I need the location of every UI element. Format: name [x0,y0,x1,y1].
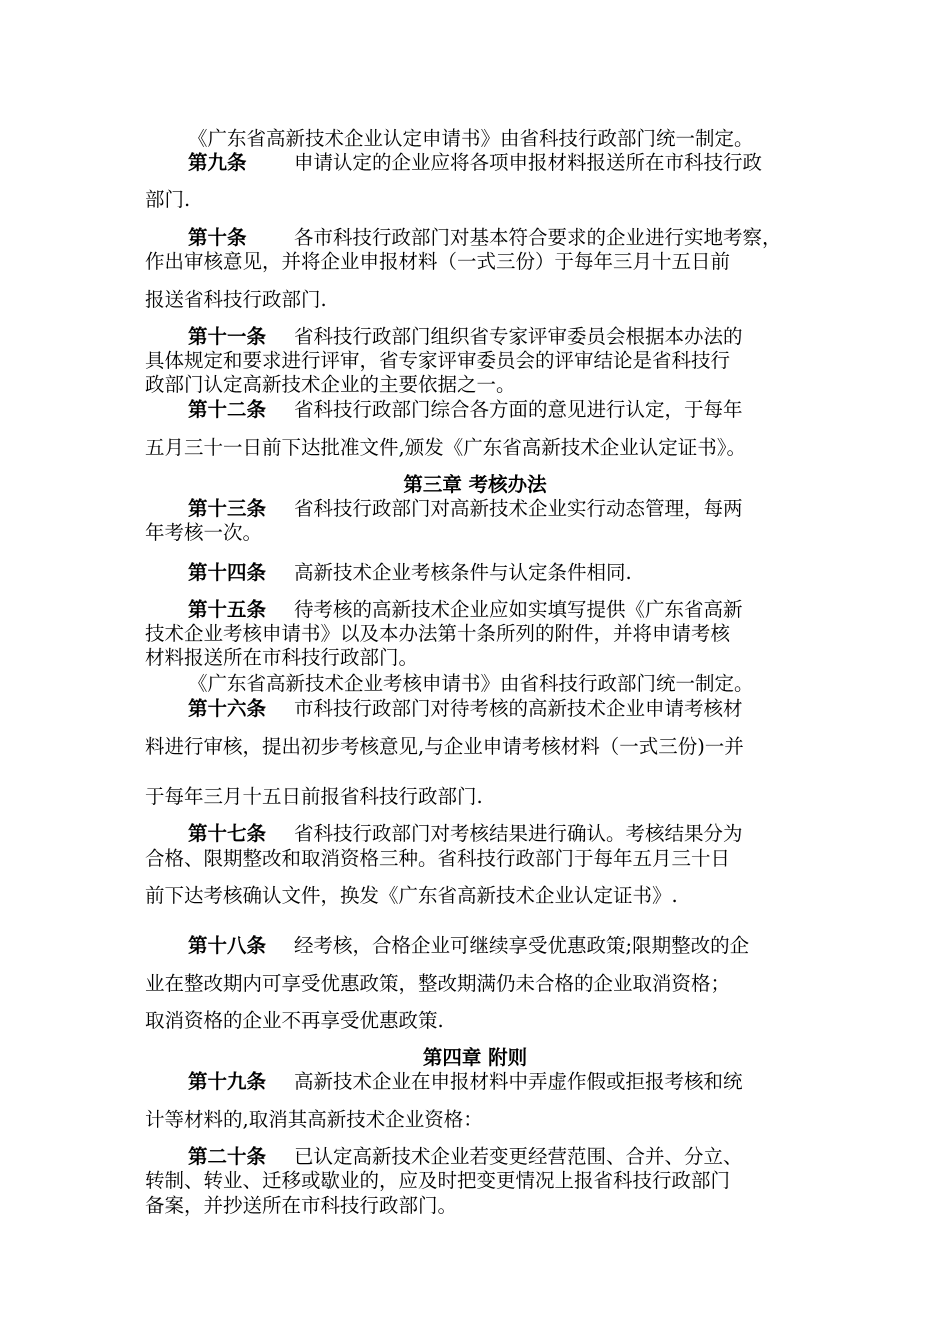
line-text: 已认定高新技术企业若变更经营范围、合并、分立、 [294,1145,743,1168]
line-text: 料进行审核，提出初步考核意见,与企业申请考核材料（一式三份)一并 [145,735,744,758]
article-number: 第二十条 [188,1145,267,1168]
line-text: 合格、限期整改和取消资格三种。省科技行政部门于每年五月三十日 [145,847,731,870]
paragraph-line [145,735,815,759]
paragraph-line [145,646,815,670]
line-text: 材料报送所在市科技行政部门。 [145,646,419,669]
line-text: 待考核的高新技术企业应如实填写提供《广东省高新 [294,598,743,621]
chapter-heading: 第四章 附则 [422,1046,528,1069]
line-text: 省科技行政部门综合各方面的意见进行认定，于每年 [294,398,743,421]
line-text: 转制、转业、迁移或歇业的，应及时把变更情况上报省科技行政部门 [145,1169,731,1192]
line-text: 各市科技行政部门对基本符合要求的企业进行实地考察， [294,226,782,249]
article-number: 第十五条 [188,598,267,621]
article-number: 第十三条 [188,497,267,520]
article-number: 第十六条 [188,697,267,720]
line-text: 作出审核意见，并将企业申报材料（一式三份）于每年三月十五日前 [145,250,731,273]
paragraph-line [145,288,815,312]
article-10 [188,226,815,250]
line-text: 省科技行政部门对高新技术企业实行动态管理，每两 [294,497,743,520]
line-text: 省科技行政部门组织省专家评审委员会根据本办法的 [294,325,743,348]
line-text: 报送省科技行政部门. [145,288,327,311]
paragraph-line [188,127,815,151]
article-number: 第十九条 [188,1070,267,1093]
line-text: 五月三十一日前下达批准文件,颁发《广东省高新技术企业认定证书》。 [145,436,746,459]
paragraph-line [145,436,815,460]
line-text: 申请认定的企业应将各项申报材料报送所在市科技行政 [294,151,763,174]
line-text: 技术企业考核申请书》以及本办法第十条所列的附件，并将申请考核 [145,622,731,645]
article-15 [188,598,815,622]
line-text: 省科技行政部门对考核结果进行确认。考核结果分为 [294,822,743,845]
paragraph-line [145,785,815,809]
line-text: 《广东省高新技术企业考核申请书》由省科技行政部门统一制定。 [188,672,754,695]
line-text: 市科技行政部门对待考核的高新技术企业申请考核材 [294,697,743,720]
line-text: 于每年三月十五日前报省科技行政部门. [145,785,483,808]
line-text: 政部门认定高新技术企业的主要依据之一。 [145,373,516,396]
paragraph-line [145,1108,815,1132]
paragraph-line [188,672,815,696]
article-14 [188,561,815,585]
paragraph-line [145,373,815,397]
article-9 [188,151,815,175]
chapter-heading: 第三章 考核办法 [403,473,547,496]
line-text: 《广东省高新技术企业认定申请书》由省科技行政部门统一制定。 [188,127,754,150]
paragraph-line [145,847,815,871]
line-text: 计等材料的,取消其高新技术企业资格： [145,1108,483,1131]
line-text: 经考核，合格企业可继续享受优惠政策;限期整改的企 [294,934,750,957]
article-17 [188,822,815,846]
line-text: 备案，并抄送所在市科技行政部门。 [145,1194,458,1217]
paragraph-line [145,622,815,646]
article-11 [188,325,815,349]
paragraph-line [145,188,815,212]
paragraph-line [145,884,815,908]
article-number: 第十条 [188,226,247,249]
paragraph-line [145,521,815,545]
article-number: 第九条 [188,151,247,174]
article-12 [188,398,815,422]
line-text: 部门. [145,188,191,211]
paragraph-line [145,349,815,373]
line-text: 高新技术企业考核条件与认定条件相同. [294,561,632,584]
article-16 [188,697,815,721]
paragraph-line [145,972,815,996]
article-number: 第十二条 [188,398,267,421]
line-text: 具体规定和要求进行评审，省专家评审委员会的评审结论是省科技行 [145,349,731,372]
article-number: 第十八条 [188,934,267,957]
paragraph-line [145,1169,815,1193]
line-text: 取消资格的企业不再享受优惠政策. [145,1009,444,1032]
article-18 [188,934,815,958]
line-text: 前下达考核确认文件，换发《广东省高新技术企业认定证书》. [145,884,678,907]
paragraph-line [145,250,815,274]
article-number: 第十七条 [188,822,267,845]
article-number: 第十一条 [188,325,267,348]
line-text: 高新技术企业在申报材料中弄虚作假或拒报考核和统 [294,1070,743,1093]
paragraph-line [145,1009,815,1033]
line-text: 年考核一次。 [145,521,263,544]
article-20 [188,1145,815,1169]
article-13 [188,497,815,521]
article-number: 第十四条 [188,561,267,584]
paragraph-line [145,1194,815,1218]
article-19 [188,1070,815,1094]
line-text: 业在整改期内可享受优惠政策，整改期满仍未合格的企业取消资格； [145,972,731,995]
